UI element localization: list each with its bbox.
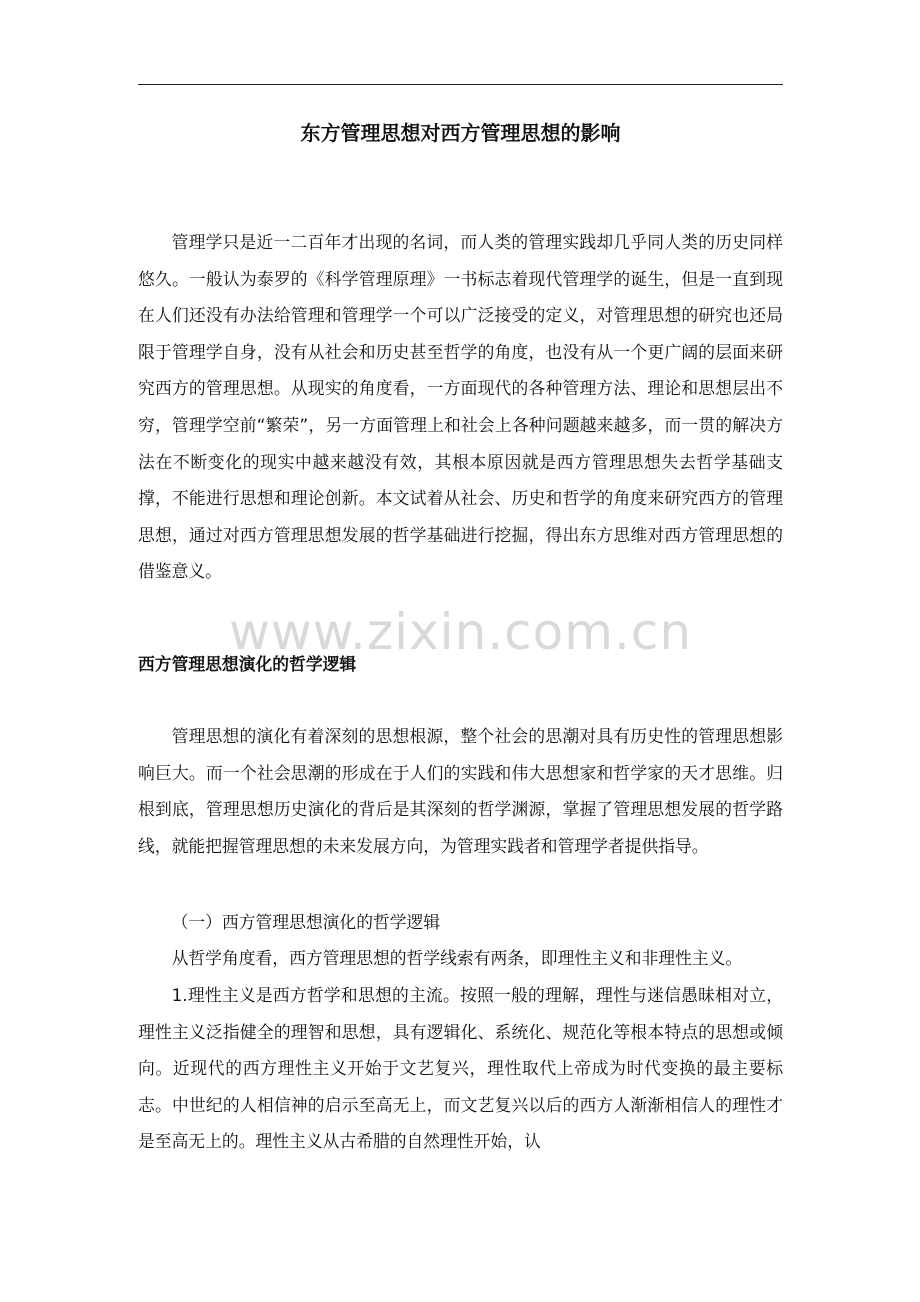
section-paragraph: 管理思想的演化有着深刻的思想根源，整个社会的思潮对具有历史性的管理思想影响巨大。而一个社会思潮的形成在于人们的实践和伟大思想家和哲学家的天才思维。归根到底，管理思想历史演化的背后是其深刻的哲学渊源，掌握了管理思想发展的哲学路线，就能把握管理思想的未来发展方向，为管理实践者和管理学者提供指导。	[138, 726, 783, 856]
intro-paragraph: 管理学只是近一二百年才出现的名词，而人类的管理实践却几乎同人类的历史同样悠久。一般认为泰罗的《科学管理原理》一书标志着现代管理学的诞生，但是一直到现在人们还没有办法给管理和管理学一个可以广泛接受的定义，对管理思想的研究也还局限于管理学自身，没有从社会和历史甚至哲学的角度，也没有从一个更广阔的层面来研究西方的管理思想。从现实的角度看，一方面现代的各种管理方法、理论和思想层出不穷，管理学空前“繁荣”，另一方面管理上和社会上各种问题越来越多，而一贯的解决方法在不断变化的现实中越来越没有效，其根本原因就是西方管理思想失去哲学基础支撑，不能进行思想和理论创新。本文试着从社会、历史和哲学的角度来研究西方的管理思想，通过对西方管理思想发展的哲学基础进行挖掘，得出东方思维对西方管理思想的借鉴意义。	[138, 232, 783, 582]
subsection-lead-paragraph: 从哲学角度看，西方管理思想的哲学线索有两条，即理性主义和非理性主义。	[171, 948, 743, 968]
subsection-heading: （一）西方管理思想演化的哲学逻辑	[171, 912, 441, 932]
watermark: www.zixin.com.cn	[228, 603, 693, 661]
header-rule	[138, 84, 783, 85]
rationalism-paragraph: 1.理性主义是西方哲学和思想的主流。按照一般的理解，理性与迷信愚昧相对立，理性主义泛指健全的理智和思想，具有逻辑化、系统化、规范化等根本特点的思想或倾向。近现代的西方理性主义开始于文艺复兴，理性取代上帝成为时代变换的最主要标志。中世纪的人相信神的启示至高无上，而文艺复兴以后的西方人渐渐相信人的理性才是至高无上的。理性主义从古希腊的自然理性开始，认	[138, 985, 783, 1152]
document-title: 东方管理思想对西方管理思想的影响	[300, 121, 621, 145]
section-heading: 西方管理思想演化的哲学逻辑	[138, 654, 357, 674]
